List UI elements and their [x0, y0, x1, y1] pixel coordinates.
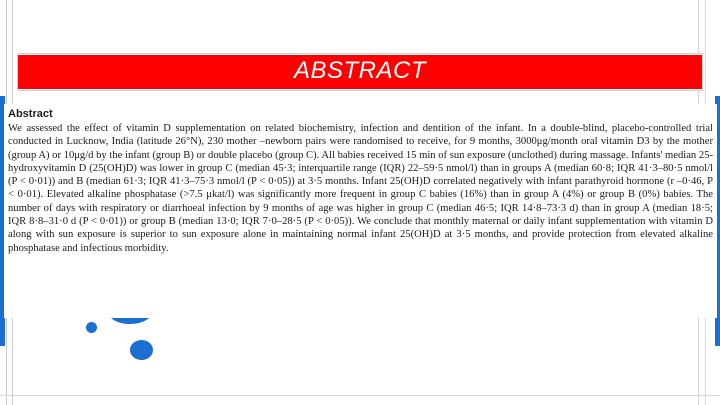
abstract-image-block — [4, 104, 717, 318]
decorative-circle — [130, 340, 153, 360]
slide-title-band — [18, 54, 702, 90]
abstract-body-text: We assessed the effect of vitamin D supplementation on related biochemistry, infection and dentition of the infant. In a double-blind, placebo-controlled trial conducted in Lucknow, India (latitude 26°N), 230 mother –newborn pairs were randomised to receive, for 9 months, 3000μg/month oral vitamin D3 by the mother (group A) or 10μg/d by the infant (group B) or double placebo (group C). All babies received 15 min of sun exposure (unclothed) during massage. Infants' median 25-hydroxyvitamin D (25(OH)D) was lower in group C (median 45·3; interquartile range (IQR) 22–59·5 nmol/l) than in groups A (median 60·8; IQR 41·3–80·5 nmol/l (P < 0·01)) and B (median 61·3; IQR 41·3–75·3 nmol/l (P < 0·05)) at 3·5 months. Infant 25(OH)D correlated negatively with infant parathyroid hormone (r –0·46, P < 0·01). Elevated alkaline phosphatase (>7.5 μkat/l) was significantly more frequent in group C babies (16%) than in group A (4%) or group B (0%) babies. The number of days with respiratory or diarrhoeal infection by 9 months of age was higher in group C (median 46·5; IQR 14·8–73·3 d) than in group A (median 18·5; IQR 8·8–31·0 d (P < 0·01)) or group B (median 13·0; IQR 7·0–28·5 (P < 0·05)). We conclude that monthly maternal or daily infant supplementation with vitamin D along with sun exposure is superior to sun exposure alone in maintaining normal infant 25(OH)D at 3·5 months, and provide protection from elevated alkaline phosphatase and infectious morbidity. — [8, 123, 713, 254]
abstract-heading: Abstract — [8, 108, 53, 120]
slide-title: ABSTRACT — [293, 57, 426, 84]
frame-line — [0, 395, 720, 396]
decorative-circle — [86, 322, 97, 333]
